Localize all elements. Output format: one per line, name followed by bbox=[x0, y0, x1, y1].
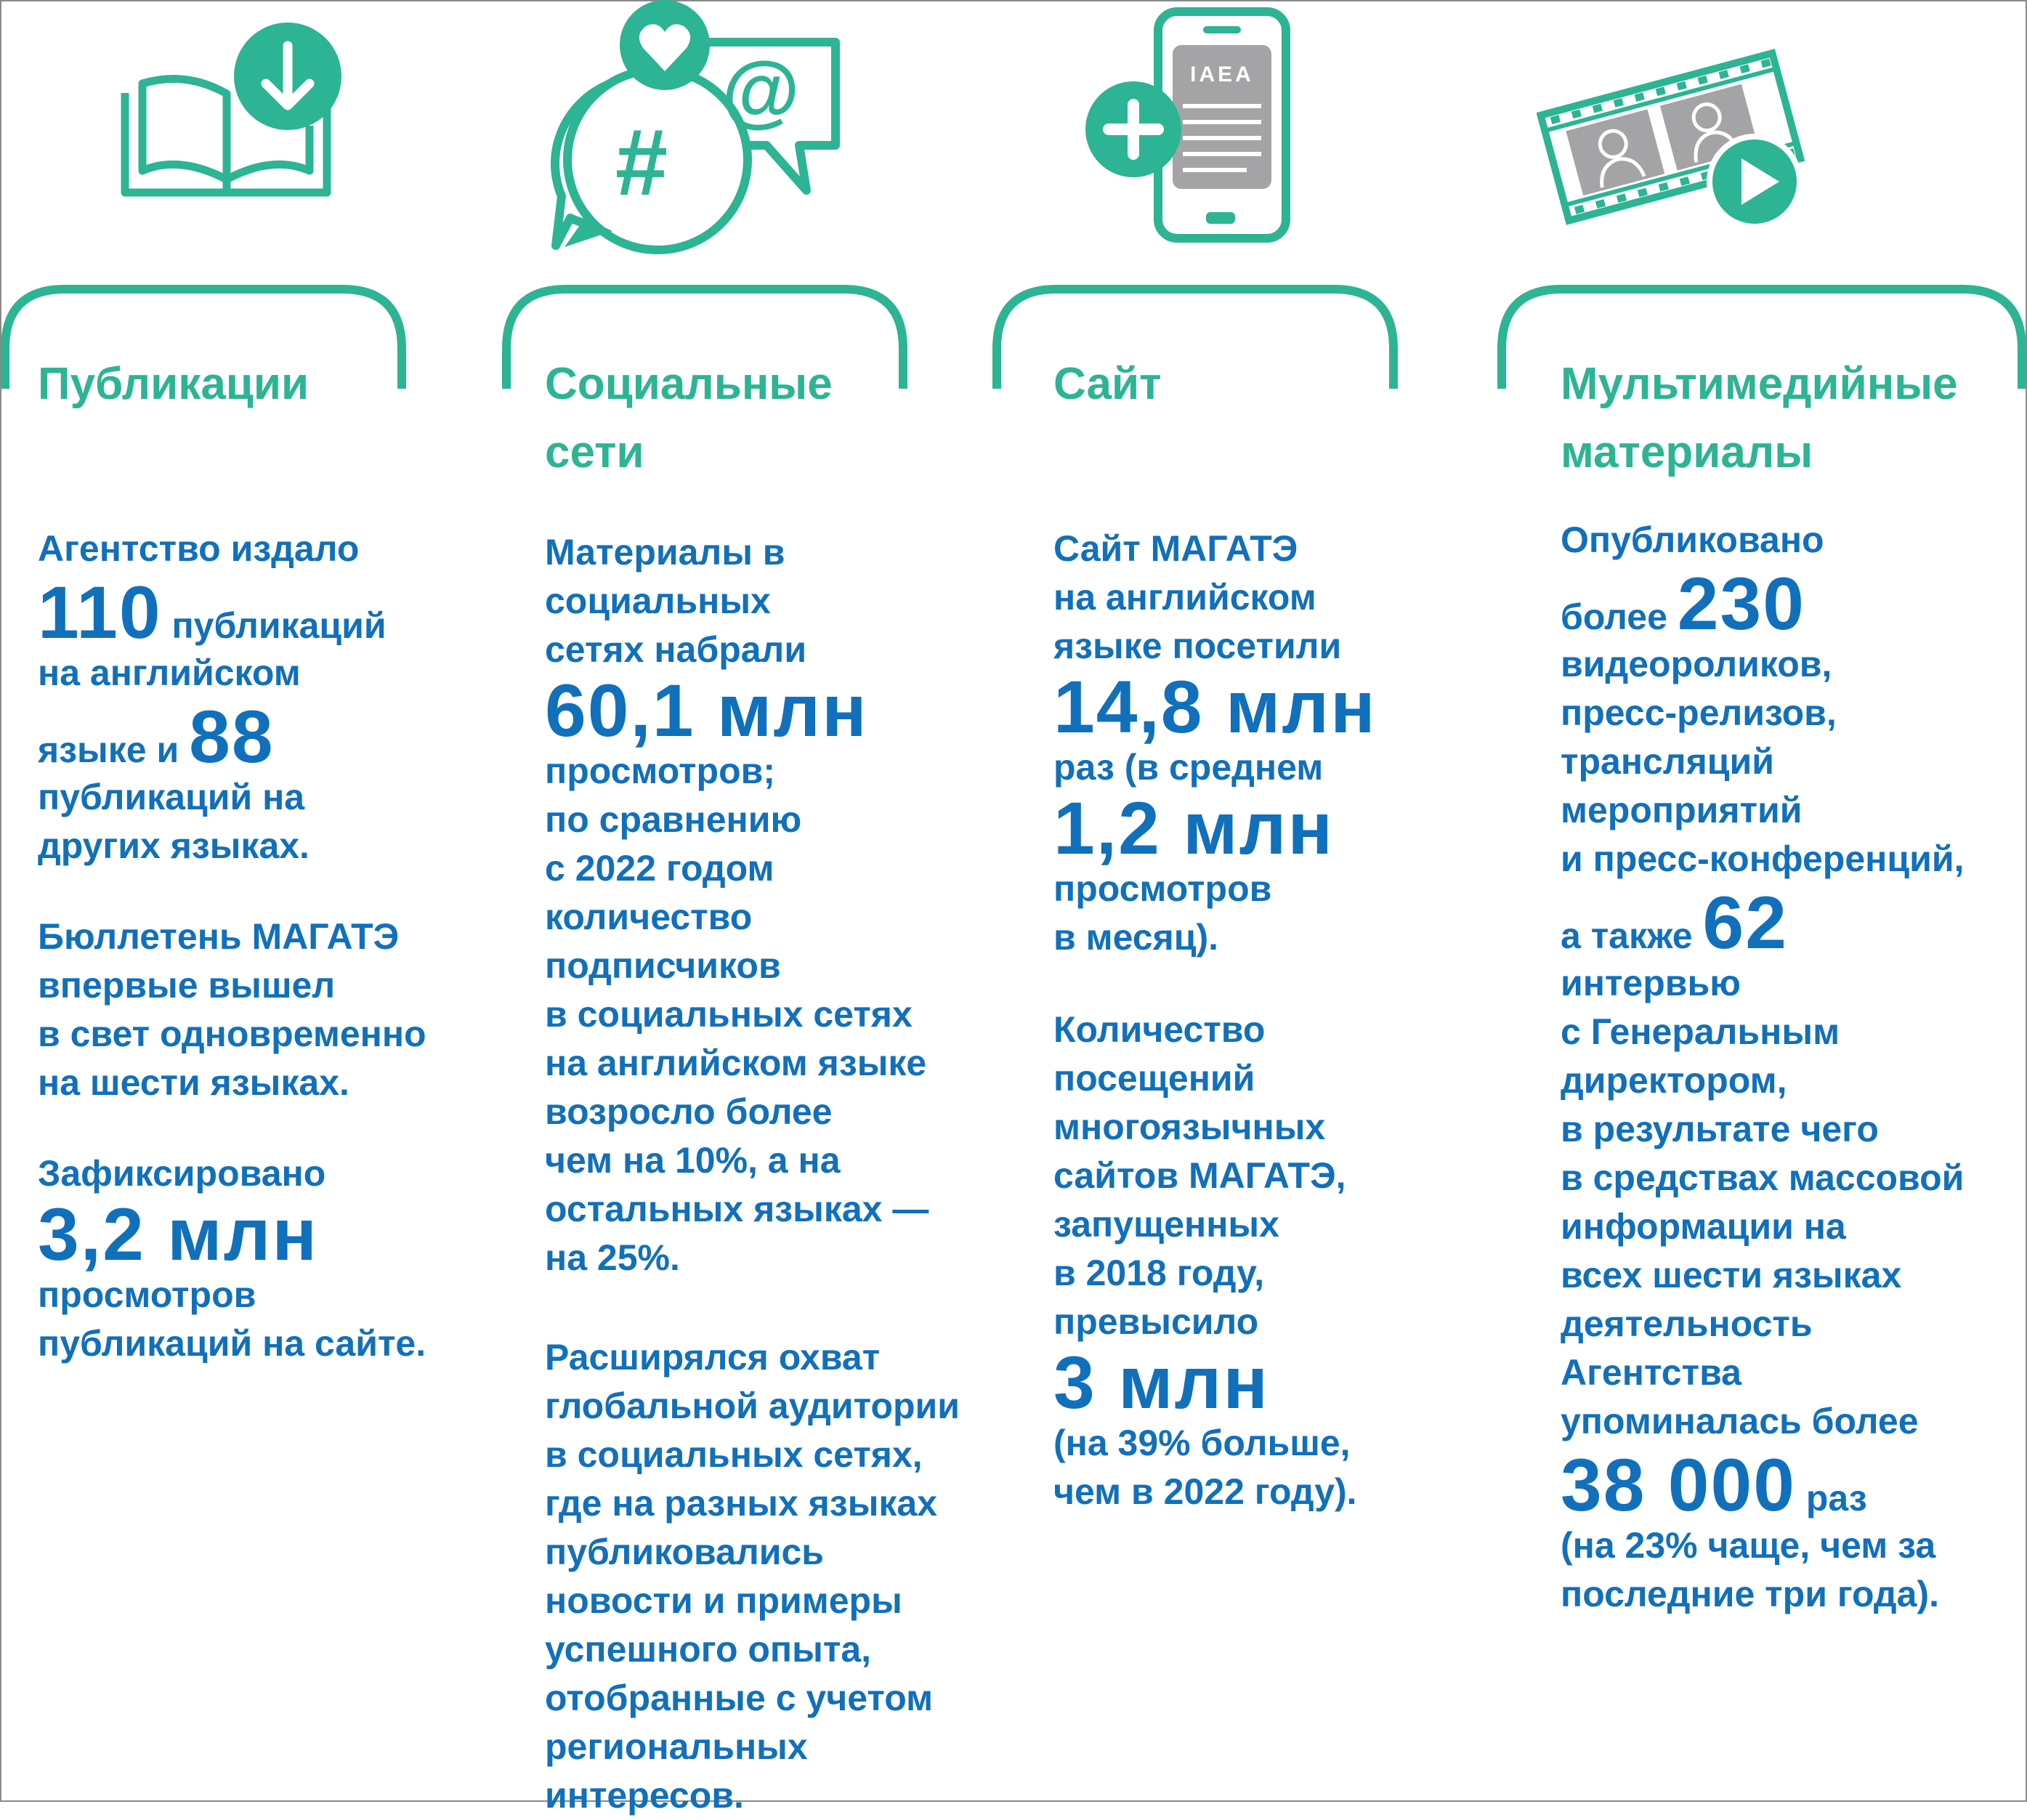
website-stats: Сайт МАГАТЭ на английском языке посетили 14,8 млн раз (в среднем 1,2 млн просмотров в месяц). bbox=[1053, 528, 1377, 958]
heading-website: Сайт bbox=[1053, 359, 1162, 409]
social-stats: Материалы в социальных сетях набрали 60,1 млн просмотров; по сравнению с 2022 годом количество подписчиков в социальных сетях на английском языке возросло более чем на 10%, а на остальных языках — на 25%. bbox=[545, 528, 960, 1282]
stat-3-2-mln: 3,2 млн bbox=[38, 1193, 318, 1276]
section-arch-3 bbox=[992, 283, 1399, 389]
column-social-networks bbox=[545, 528, 960, 1820]
open-book-download-icon bbox=[116, 18, 349, 200]
svg-text:#: # bbox=[615, 109, 668, 215]
column-website bbox=[1053, 525, 1377, 1516]
stat-38000: 38 000 bbox=[1561, 1444, 1796, 1526]
stat-88: 88 bbox=[189, 695, 275, 778]
publications-stats: Агентство издало 110 публикаций на английском языке и 88 публикаций на других языках. bbox=[38, 528, 387, 866]
stat-110: 110 bbox=[38, 571, 162, 654]
stat-3-mln: 3 млн bbox=[1053, 1341, 1269, 1424]
mobile-phone-site-icon bbox=[1083, 6, 1293, 246]
stat-60-1-mln: 60,1 млн bbox=[545, 669, 868, 752]
audience-text: Расширялся охват глобальной аудитории в социальных сетях, где на разных языках публиковались новости и примеры успешного опыта, отобранные с учетом региональных интересов. bbox=[545, 1337, 960, 1816]
film-strip-play-icon bbox=[1537, 36, 1813, 247]
multilingual-sites-text: Количество посещений многоязычных сайтов МАГАТЭ, запущенных в 2018 году, превысило 3 млн (на 39% больше, чем в 2022 году). bbox=[1053, 1006, 1377, 1516]
social-chat-bubbles-icon bbox=[549, 0, 846, 254]
column-publications bbox=[38, 525, 426, 1368]
heading-publications: Публикации bbox=[38, 359, 309, 409]
stat-1-2-mln: 1,2 млн bbox=[1053, 787, 1334, 870]
heading-multimedia: Мультимедийные материалы bbox=[1561, 359, 1958, 477]
phone-screen-label: IAEA bbox=[1190, 62, 1254, 86]
stat-62: 62 bbox=[1702, 881, 1788, 964]
bulletin-text: Бюллетень МАГАТЭ впервые вышел в свет одновременно на шести языках. bbox=[38, 916, 426, 1103]
stat-14-8-mln: 14,8 млн bbox=[1053, 666, 1377, 748]
svg-text:@: @ bbox=[721, 46, 800, 135]
views-text: Зафиксировано 3,2 млн просмотров публикаций на сайте. bbox=[38, 1153, 426, 1364]
heading-social-networks: Социальные сети bbox=[545, 359, 833, 477]
stat-230: 230 bbox=[1677, 562, 1805, 645]
column-multimedia bbox=[1561, 516, 1964, 1619]
multimedia-stats: Опубликовано более 230 видеороликов, пресс-релизов, трансляций мероприятий и пресс-конференций, а также 62 интервью с Генеральным директором, в результате чего в средствах массовой информации на всех шести языках деятельность Агентства упоминалась более 38 000 раз (на 23% чаще, чем за последние три года). bbox=[1561, 519, 1965, 1614]
